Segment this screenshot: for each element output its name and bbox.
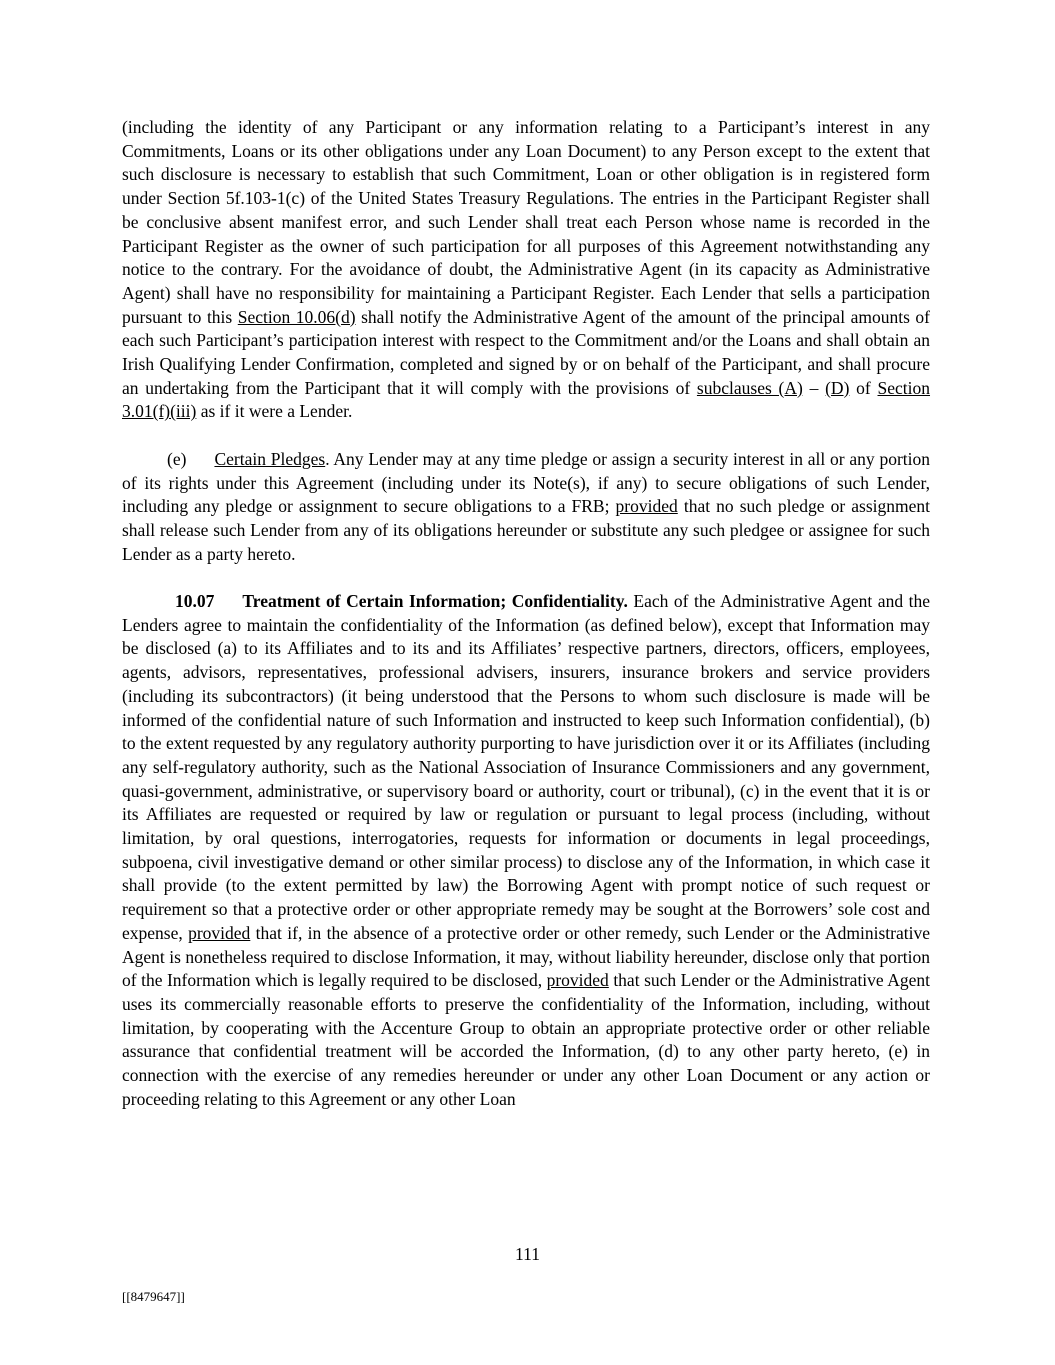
text-run: of bbox=[849, 377, 878, 398]
text-run: . Any Lender may at any time pledge or assign a security interest in all or any portion of its rights under this Agreement (including under its Note(s), if any) to secure obligations of such Lender, including any pledge or assignment to secure obligations to a FRB; bbox=[122, 448, 930, 517]
text-run: that if, in the absence of a protective order or other remedy, such Lender or the Administrative Agent is nonetheless required to disclose Information, it may, without liability hereunder, disclose only that portion of the Information which is legally required to be disclosed, bbox=[122, 922, 930, 991]
paragraph-participant-register-continuation bbox=[122, 116, 930, 424]
document-body bbox=[122, 116, 930, 1135]
underlined-text-run: provided bbox=[615, 496, 678, 517]
text-run: (e) bbox=[167, 448, 187, 469]
underlined-text-run: provided bbox=[188, 922, 251, 943]
underlined-text-run: Section 3.01(f)(iii) bbox=[122, 377, 931, 422]
text-run: shall notify the Administrative Agent of the amount of the principal amounts of each such Participant’s participation interest with respect to the Commitment and/or the Loans and shall obtain an Irish Qualifying Lender Confirmation, completed and signed by or on behalf of the Participant, and shall procure an undertaking from the Participant that it will comply with the provisions of bbox=[122, 306, 930, 398]
underlined-text-run: (D) bbox=[825, 377, 850, 398]
page-number: 111 bbox=[515, 1244, 540, 1264]
text-run: Each of the Administrative Agent and the Lenders agree to maintain the confidentiality of the Information (as defined below), except that Information may be disclosed (a) to its Affiliates and to its and its Affiliates’ respective partners, directors, officers, employees, agents, advisors, representatives, professional advisers, insurers, insurance brokers and service providers (including its subcontractors) (it being understood that the Persons to whom such disclosure is made will be informed of the confidential nature of such Information and instructed to keep such Information confidential), (b) to the extent requested by any regulatory authority purporting to have jurisdiction over it or its Affiliates (including any self-regulatory authority, such as the National Association of Insurance Commissioners and any government, quasi-government, administrative, or supervisory board or authority, court or tribunal), (c) in the event that it is or its Affiliates are requested or required by law or regulation or pursuant to legal process (including, without limitation, by oral questions, interrogatories, requests for information or documents in legal proceedings, subpoena, civil investigative demand or other similar process) to disclose any of the Information, in which case it shall provide (to the extent permitted by law) the Borrowing Agent with prompt notice of such request or requirement so that a protective order or other appropriate remedy may be sought at the Borrowers’ sole cost and expense, bbox=[122, 591, 930, 943]
text-run: that such Lender or the Administrative Agent uses its commercially reasonable efforts to preserve the confidentiality of the Information, including, without limitation, by cooperating with the Accenture Group to obtain an appropriate protective order or other reliable assurance that confidential treatment will be accorded the Information, (d) to any other party hereto, (e) in connection with the exercise of any remedies hereunder or under any other Loan Document or any action or proceeding relating to this Agreement or any other Loan bbox=[122, 970, 930, 1109]
paragraph-certain-pledges bbox=[122, 448, 930, 567]
text-run: that no such pledge or assignment shall release such Lender from any of its obligations hereunder or substitute any such pledgee or assignee for such Lender as a party hereto. bbox=[122, 496, 930, 564]
paragraph-confidentiality bbox=[122, 590, 930, 1111]
bold-text-run: 10.07 bbox=[175, 591, 215, 612]
underlined-text-run: Section 10.06(d) bbox=[237, 306, 356, 327]
underlined-text-run: Certain Pledges bbox=[214, 448, 326, 469]
document-id-footer: [[8479647]] bbox=[122, 1289, 185, 1304]
text-run: as if it were a Lender. bbox=[196, 401, 353, 422]
text-run: (including the identity of any Participant or any information relating to a Participant’s interest in any Commitments, Loans or its other obligations under any Loan Document) to any Person except to the extent that such disclosure is necessary to establish that such Commitment, Loan or other obligation is in registered form under Section 5f.103-1(c) of the United States Treasury Regulations. The entries in the Participant Register shall be conclusive absent manifest error, and such Lender shall treat each Person whose name is recorded in the Participant Register as the owner of such participation for all purposes of this Agreement notwithstanding any notice to the contrary. For the avoidance of doubt, the Administrative Agent (in its capacity as Administrative Agent) shall have no responsibility for maintaining a Participant Register. Each Lender that sells a participation pursuant to this bbox=[122, 117, 930, 327]
underlined-text-run: subclauses (A) bbox=[696, 377, 803, 398]
text-run: – bbox=[802, 377, 826, 398]
bold-text-run: Treatment of Certain Information; Confidentiality. bbox=[242, 591, 628, 612]
underlined-text-run: provided bbox=[546, 970, 609, 991]
